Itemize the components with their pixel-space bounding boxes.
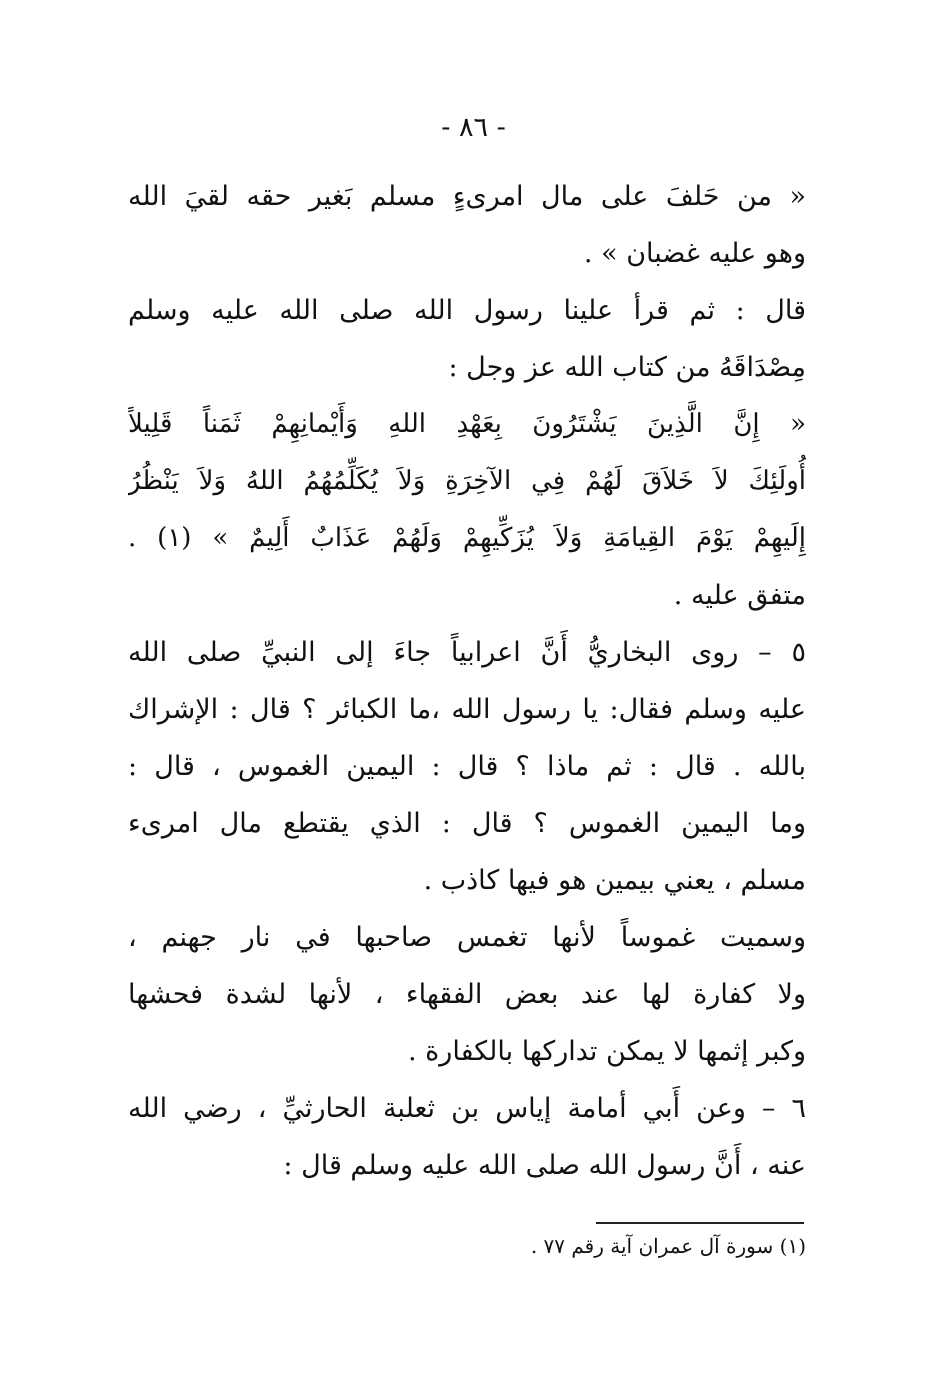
text-line: قال : ثم قرأ علينا رسول الله صلى الله عليه وسلم — [128, 295, 806, 326]
quran-verse-line: إِلَيهِمْ يَوْمَ القِيامَةِ وَلاَ يُزَكِّيهِمْ وَلَهُمْ عَذَابٌ أَلِيمٌ » (١) . — [128, 523, 806, 553]
text-line: عنه ، أَنَّ رسول الله صلى الله عليه وسلم قال : — [283, 1150, 806, 1181]
text-line: ولا كفارة لها عند بعض الفقهاء ، لأنها لشدة فحشها — [128, 979, 806, 1010]
text-line: ٥ – روى البخاريُّ أَنَّ اعرابياً جاءَ إلى النبيِّ صلى الله — [128, 637, 806, 668]
text-line: وما اليمين الغموس ؟ قال : الذي يقتطع مال امرىء — [128, 808, 806, 839]
footnote-divider — [596, 1222, 804, 1224]
text-line: مِصْدَاقَهُ من كتاب الله عز وجل : — [448, 352, 806, 383]
text-line: ٦ – وعن أَبي أمامة إياس بن ثعلبة الحارثيِّ ، رضي الله — [128, 1093, 806, 1124]
text-line: بالله . قال : ثم ماذا ؟ قال : اليمين الغموس ، قال : — [128, 751, 806, 782]
text-line: وسميت غموساً لأنها تغمس صاحبها في نار جهنم ، — [128, 922, 806, 953]
text-line: متفق عليه . — [673, 580, 806, 611]
text-line: وهو عليه غضبان » . — [583, 238, 806, 269]
text-line: وكبر إثمها لا يمكن تداركها بالكفارة . — [408, 1036, 806, 1067]
text-line: « من حَلفَ على مال امرىءٍ مسلم بَغير حقه لقيَ الله — [128, 181, 806, 212]
footnote: (١) سورة آل عمران آية رقم ٧٧ . — [530, 1234, 806, 1258]
quran-verse-line: أُولَئِكَ لاَ خَلاَقَ لَهُمْ فِي الآخِرَةِ وَلاَ يُكَلِّمُهُمُ اللهُ وَلاَ يَنْظُرُ — [128, 466, 806, 496]
text-line: مسلم ، يعني بيمين هو فيها كاذب . — [423, 865, 806, 896]
page-number: - ٨٦ - — [441, 112, 506, 143]
text-line: عليه وسلم فقال: يا رسول الله ،ما الكبائر ؟ قال : الإشراك — [128, 694, 806, 725]
body-text — [128, 168, 806, 1194]
quran-verse-line: « إِنَّ الَّذِينَ يَشْتَرُونَ بِعَهْدِ اللهِ وَأَيْمانِهِمْ ثَمَناً قَلِيلاً — [128, 409, 806, 439]
